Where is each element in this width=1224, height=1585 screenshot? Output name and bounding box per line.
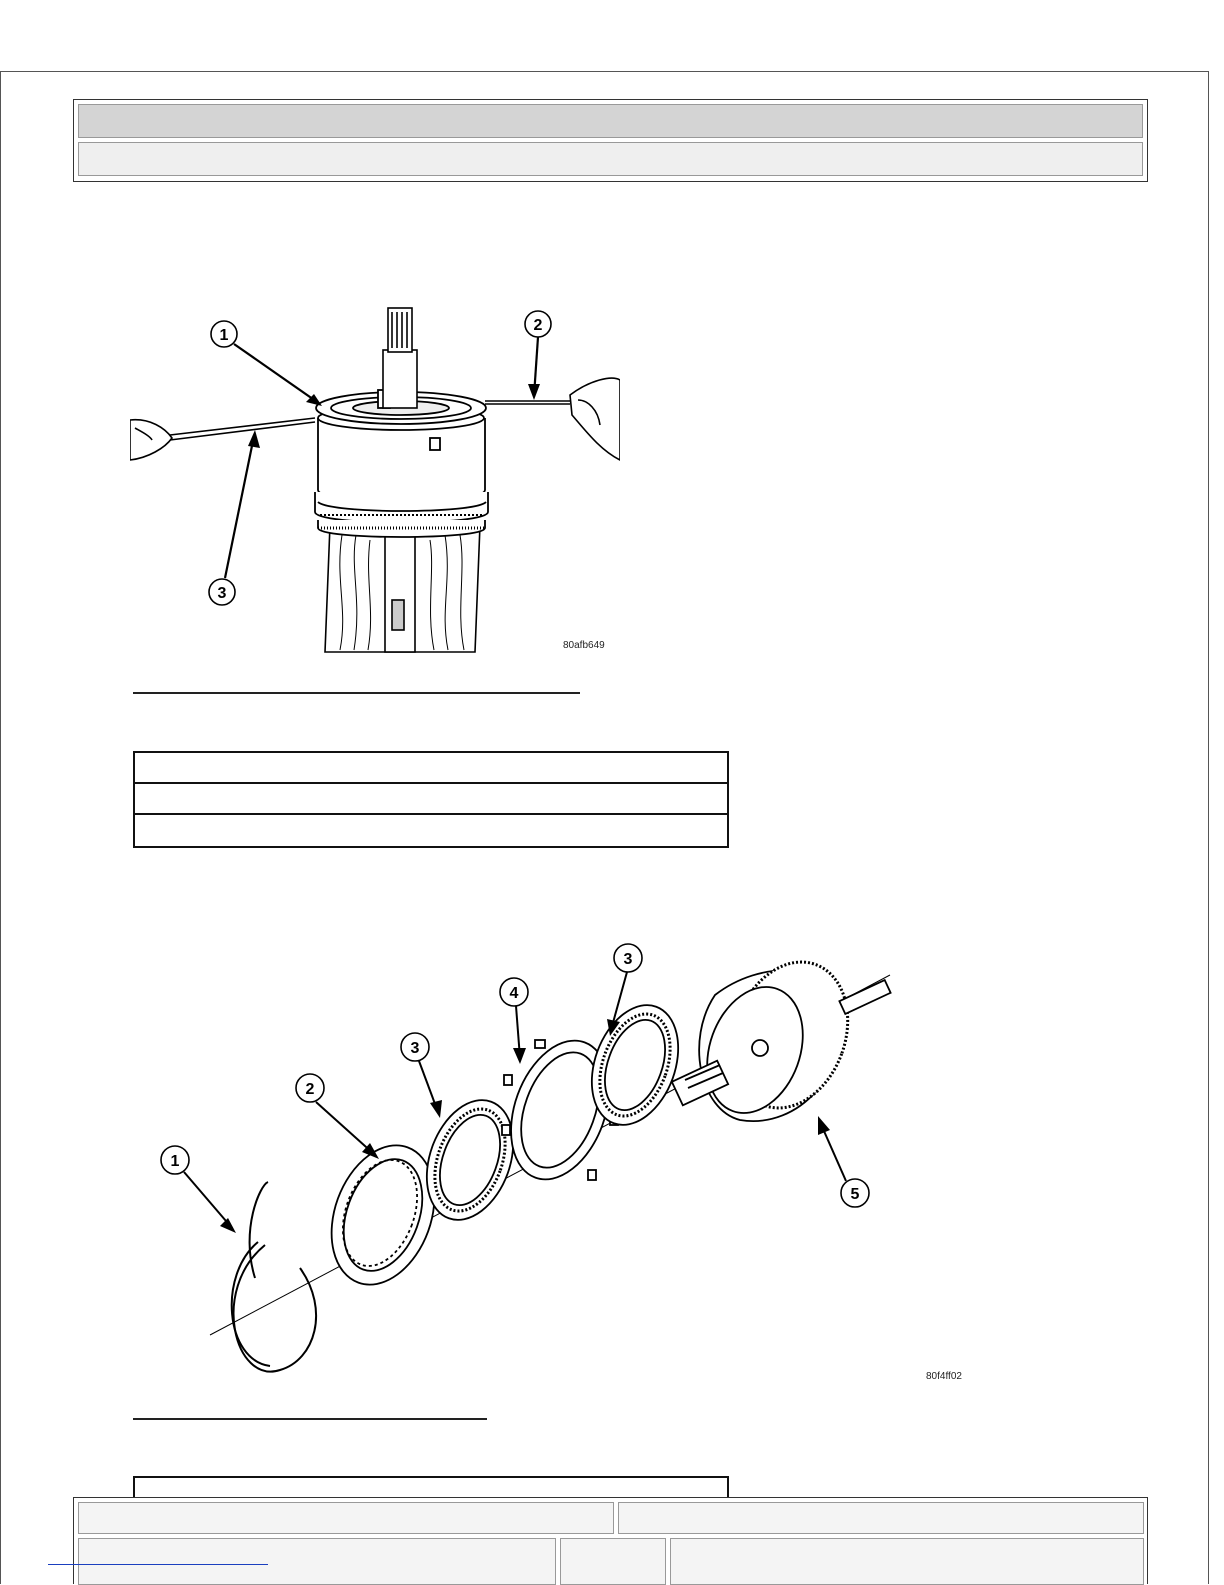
figure-caption-rule	[133, 1418, 487, 1420]
svg-text:5: 5	[850, 1186, 860, 1203]
callout-4	[500, 978, 528, 1064]
legend-row	[135, 784, 727, 815]
document-footer	[73, 1497, 1148, 1584]
svg-text:3: 3	[410, 1040, 420, 1057]
screwdriver	[130, 418, 315, 460]
figure-clutch-snap-ring-removal	[130, 300, 620, 660]
legend-row	[135, 753, 727, 784]
svg-text:2: 2	[533, 317, 543, 334]
svg-text:1: 1	[219, 327, 229, 344]
callout-3a	[401, 1033, 442, 1118]
footer-link[interactable]	[48, 1554, 268, 1565]
legend-table	[133, 751, 729, 848]
svg-text:2: 2	[305, 1081, 315, 1098]
callout-1	[211, 321, 322, 406]
callout-3	[209, 430, 260, 605]
footer-cell	[78, 1502, 614, 1534]
legend-row	[135, 815, 727, 846]
document-header	[73, 99, 1148, 182]
figure-code: 80f4ff02	[926, 1371, 962, 1382]
callout-5	[818, 1116, 869, 1207]
wood-block	[325, 525, 480, 652]
pick-tool	[485, 378, 620, 460]
figure-code: 80afb649	[563, 640, 605, 651]
header-title-band	[78, 104, 1143, 138]
callout-1	[161, 1146, 236, 1233]
svg-text:4: 4	[509, 985, 519, 1002]
footer-cell	[618, 1502, 1144, 1534]
svg-text:3: 3	[217, 585, 227, 602]
clutch-drum	[315, 390, 488, 537]
footer-cell	[560, 1538, 666, 1585]
header-subtitle-band	[78, 142, 1143, 176]
input-shaft	[383, 308, 417, 408]
figure-caption-rule	[133, 692, 580, 694]
svg-text:1: 1	[170, 1153, 180, 1170]
snap-ring	[232, 1182, 316, 1372]
callout-2	[525, 311, 551, 400]
footer-cell	[670, 1538, 1144, 1585]
callout-2	[296, 1074, 379, 1159]
svg-text:3: 3	[623, 951, 633, 968]
clutch-hub	[672, 946, 891, 1127]
figure-clutch-pack-exploded	[140, 930, 980, 1390]
